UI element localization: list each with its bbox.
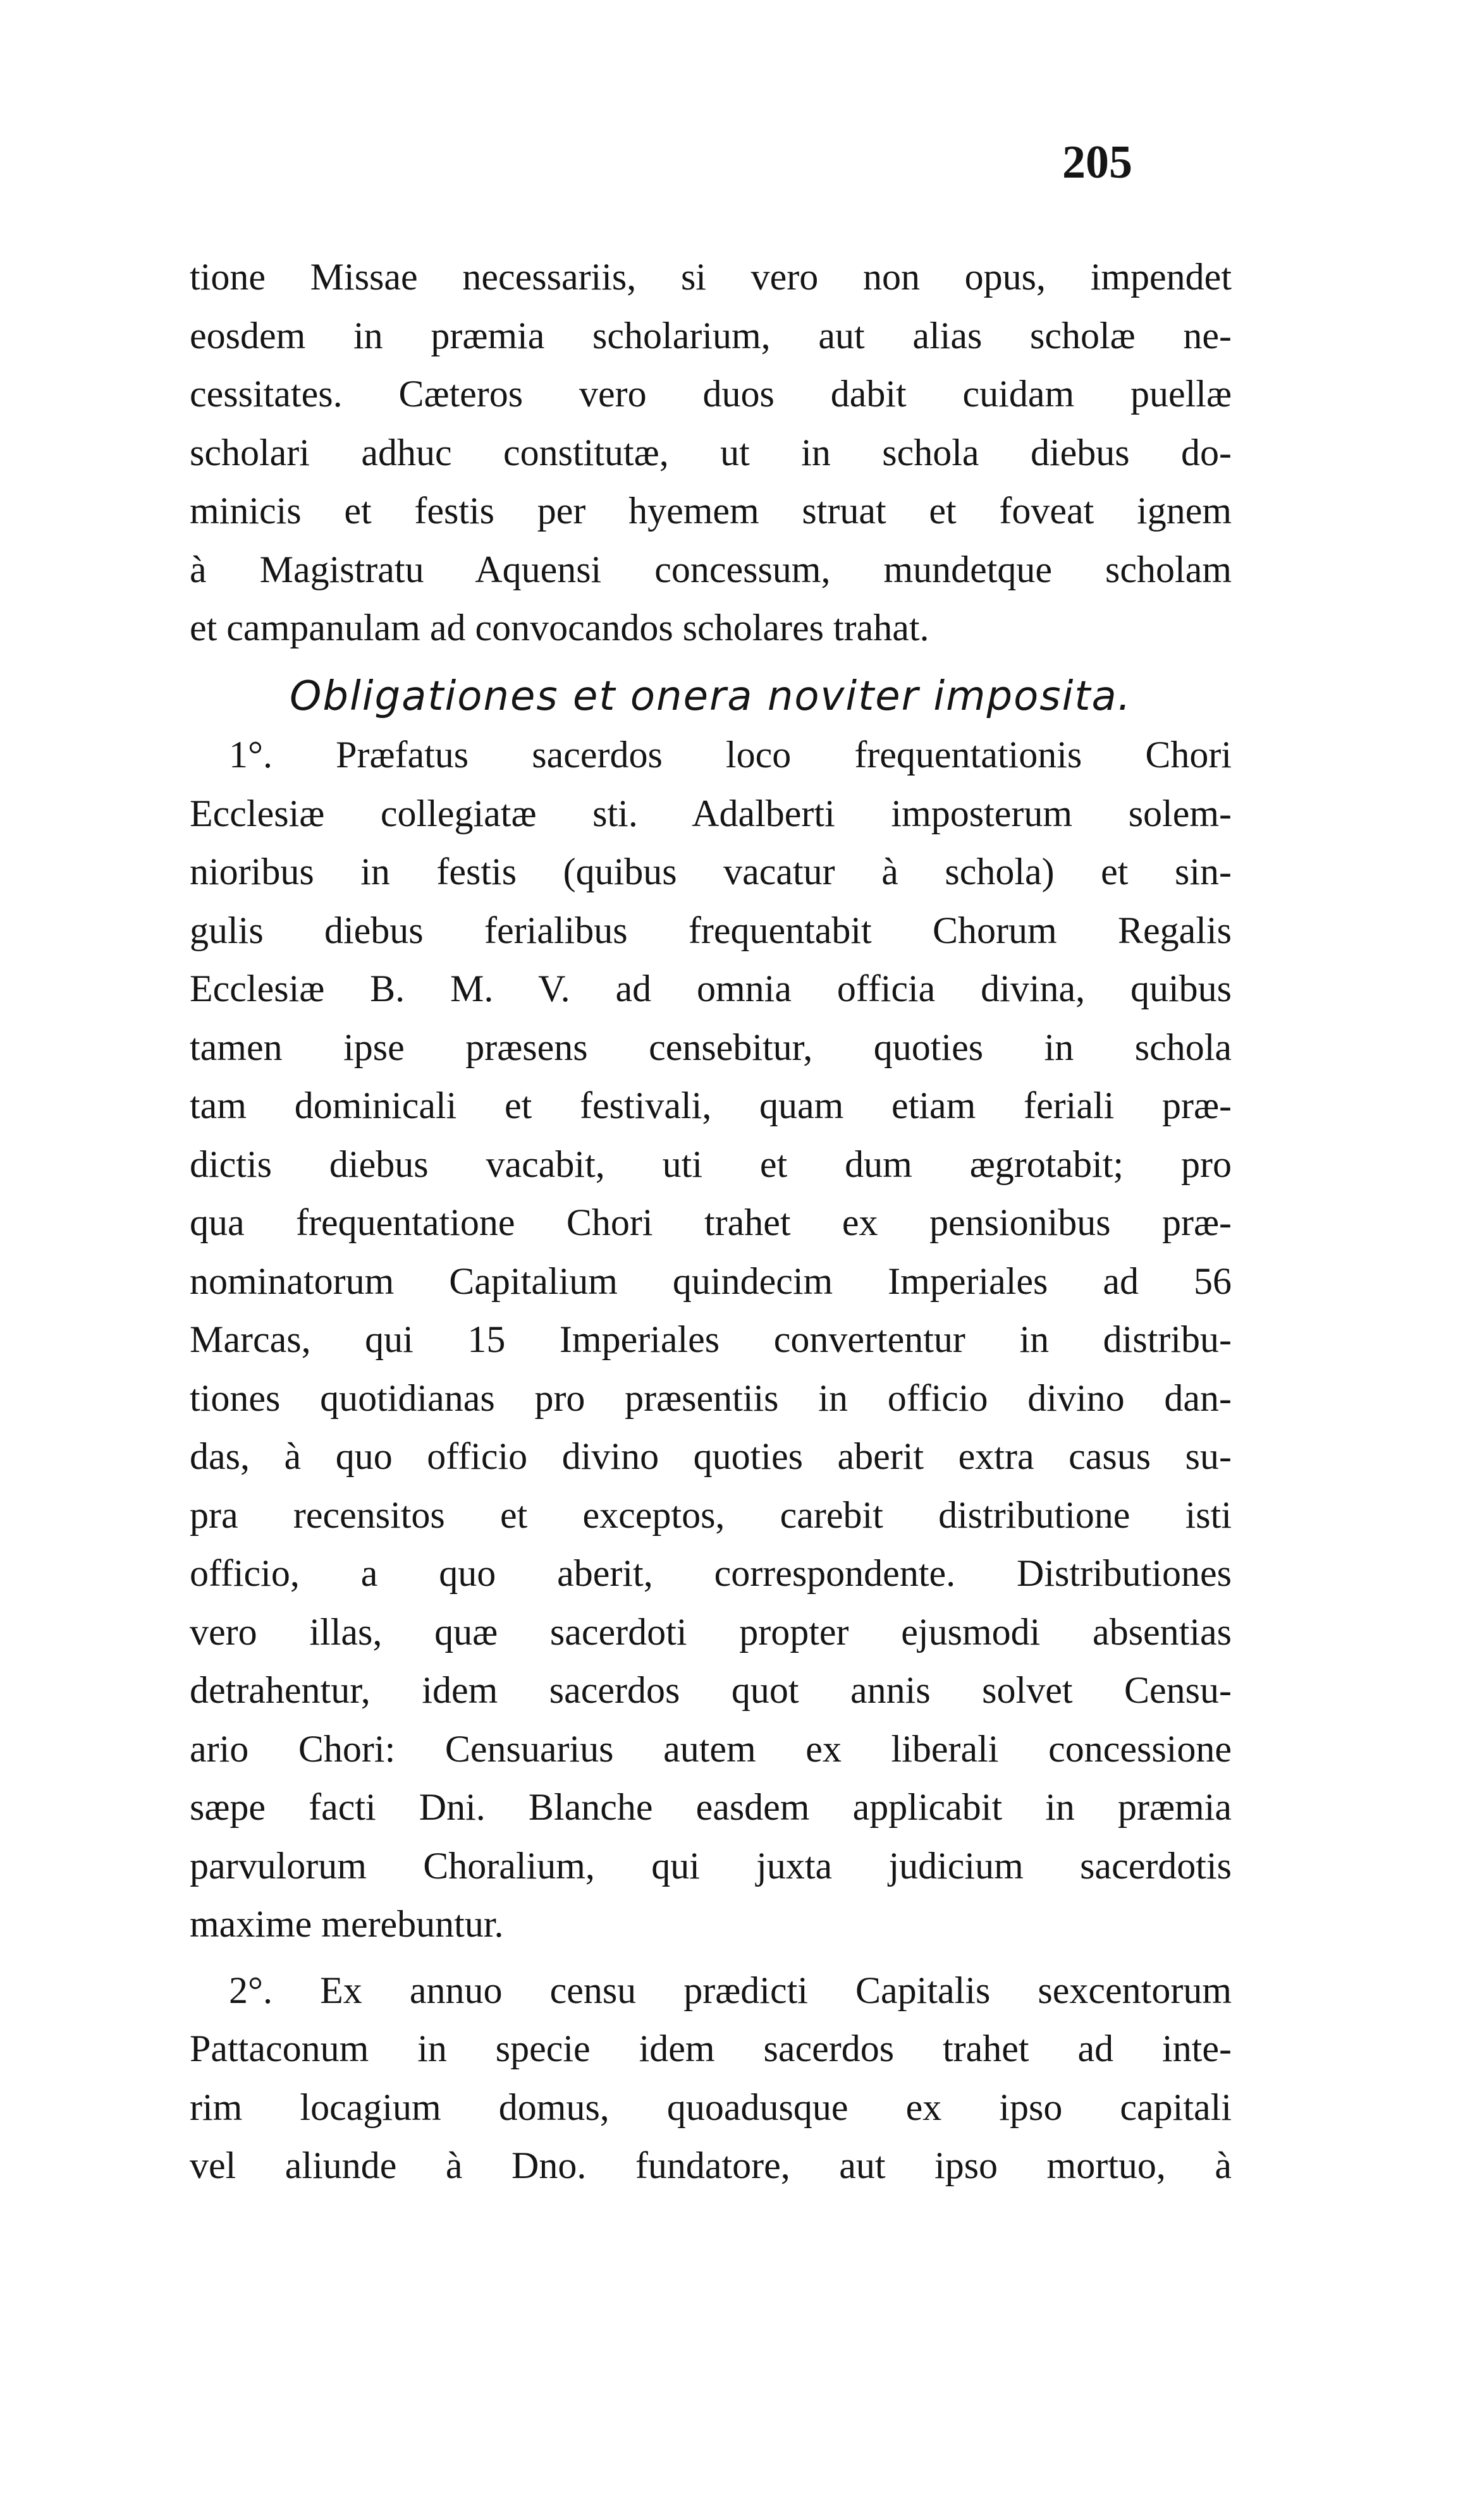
section-heading: Obligationes et onera noviter imposita.: [289, 673, 1132, 720]
text-line: tione Missae necessariis, si vero non opus, impendet: [190, 256, 1232, 298]
text-line: 1°. Præfatus sacerdos loco frequentationis Chori: [229, 734, 1232, 776]
text-line: 2°. Ex annuo censu prædicti Capitalis sexcentorum: [229, 1969, 1232, 2011]
text-line: officio, a quo aberit, correspondente. Distributiones: [190, 1552, 1232, 1594]
text-line: eosdem in præmia scholarium, aut alias scholæ ne-: [190, 314, 1232, 356]
text-line: nioribus in festis (quibus vacatur à schola) et sin-: [190, 851, 1232, 892]
text-line: parvulorum Choralium, qui juxta judicium sacerdotis: [190, 1844, 1232, 1887]
page-body: [190, 248, 1232, 2195]
paragraph-2: [190, 1961, 1232, 2195]
page-number: 205: [1062, 137, 1132, 188]
text-line: das, à quo officio divino quoties aberit extra casus su-: [190, 1435, 1232, 1477]
text-line: detrahentur, idem sacerdos quot annis solvet Censu-: [190, 1669, 1232, 1711]
text-line: qua frequentatione Chori trahet ex pensionibus præ-: [190, 1202, 1232, 1243]
text-line: vero illas, quæ sacerdoti propter ejusmodi absentias: [190, 1610, 1232, 1653]
text-line: à Magistratu Aquensi concessum, mundetque scholam: [190, 548, 1232, 590]
text-line: minicis et festis per hyemem struat et foveat ignem: [190, 490, 1232, 532]
text-line: vel aliunde à Dno. fundatore, aut ipso mortuo, à: [190, 2145, 1232, 2186]
text-line: et campanulam ad convocandos scholares trahat.: [190, 607, 929, 648]
text-line: dictis diebus vacabit, uti et dum ægrotabit; pro: [190, 1143, 1232, 1185]
paragraph-1: [190, 726, 1232, 1954]
text-line: ario Chori: Censuarius autem ex liberali concessione: [190, 1727, 1232, 1770]
text-line: tam dominicali et festivali, quam etiam feriali præ-: [190, 1085, 1232, 1126]
text-line: tamen ipse præsens censebitur, quoties in schola: [190, 1026, 1232, 1068]
text-line: rim locagium domus, quoadusque ex ipso capitali: [190, 2086, 1232, 2128]
text-line: tiones quotidianas pro præsentiis in officio divino dan-: [190, 1377, 1232, 1419]
text-line: Pattaconum in specie idem sacerdos trahet ad inte-: [190, 2028, 1232, 2069]
text-line: cessitates. Cæteros vero duos dabit cuidam puellæ: [190, 373, 1232, 415]
text-line: scholari adhuc constitutæ, ut in schola diebus do-: [190, 431, 1232, 473]
text-line: gulis diebus ferialibus frequentabit Chorum Regalis: [190, 909, 1232, 951]
text-line: sæpe facti Dni. Blanche easdem applicabit in præmia: [190, 1786, 1232, 1828]
text-line: pra recensitos et exceptos, carebit distributione isti: [190, 1494, 1232, 1536]
text-line: Marcas, qui 15 Imperiales convertentur in distribu-: [190, 1318, 1232, 1360]
text-line: nominatorum Capitalium quindecim Imperiales ad 56: [190, 1260, 1232, 1302]
text-line: maxime merebuntur.: [190, 1903, 504, 1945]
text-line: Ecclesiæ B. M. V. ad omnia officia divina, quibus: [190, 968, 1232, 1009]
text-line: Ecclesiæ collegiatæ sti. Adalberti imposterum solem-: [190, 792, 1232, 834]
paragraph-top: [190, 248, 1232, 657]
